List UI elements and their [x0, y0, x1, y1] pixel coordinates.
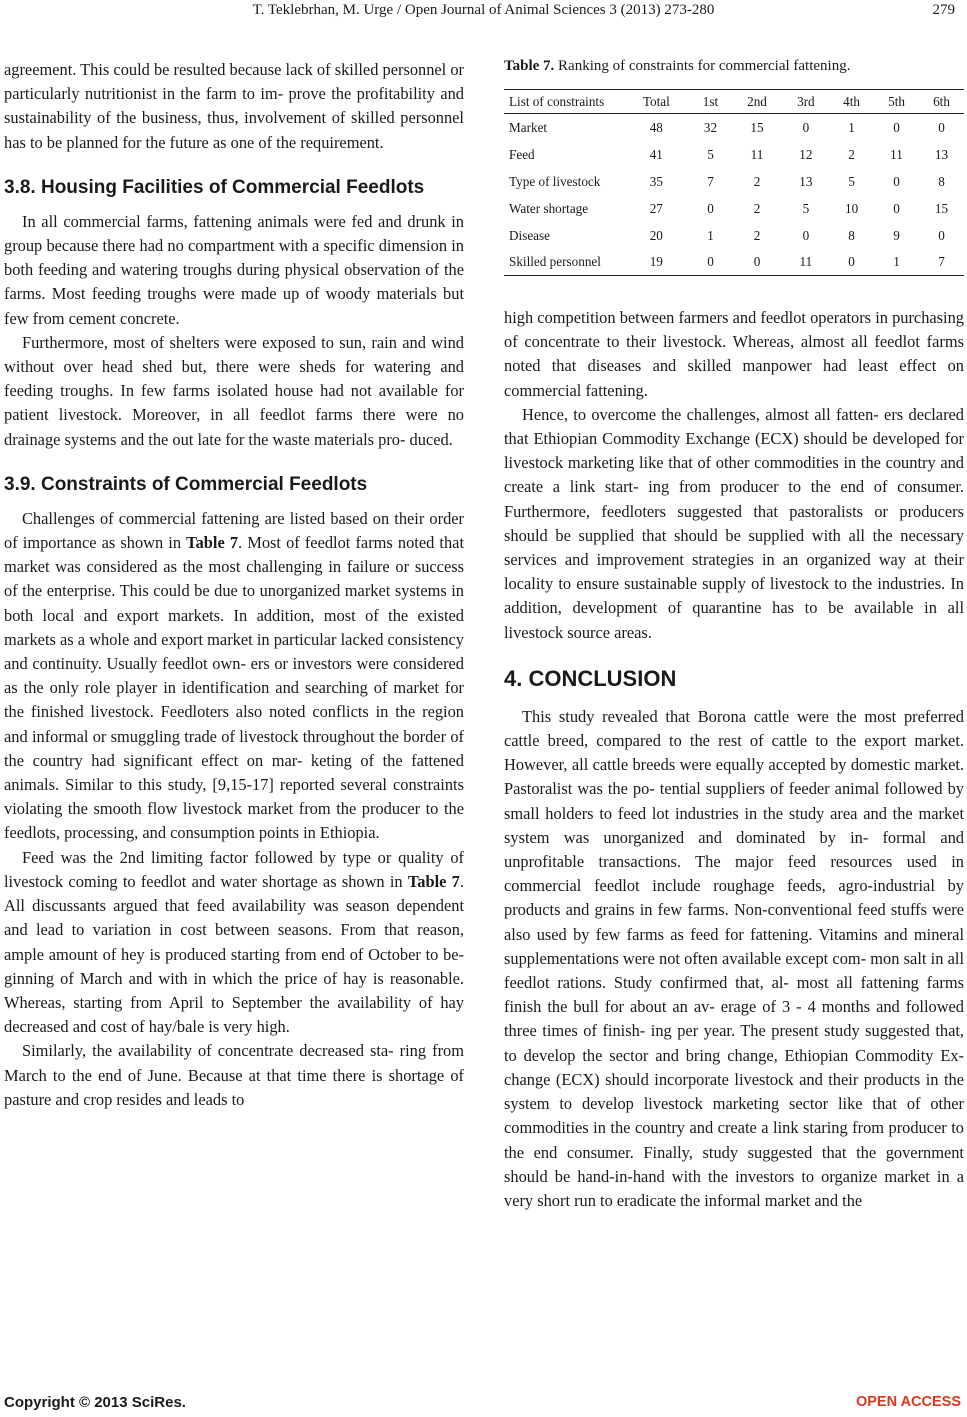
table-cell: Skilled personnel: [509, 254, 601, 270]
table-cell: 0: [753, 254, 761, 270]
table-row: [504, 168, 964, 195]
section-heading-conclusion: 4. CONCLUSION: [504, 665, 677, 691]
table-cell: 0: [893, 173, 900, 189]
table-cell: 0: [893, 200, 900, 216]
table-cell: 0: [707, 254, 714, 270]
table-caption-label: Table 7.: [504, 58, 555, 74]
table-cell: 11: [890, 146, 903, 162]
table-cell: 2: [753, 227, 761, 243]
table-cell: 2: [848, 146, 855, 162]
table-cell: 0: [848, 254, 855, 270]
table-cell: 2: [753, 173, 761, 189]
page-header: [0, 2, 967, 24]
table-cell: 0: [938, 119, 945, 135]
section-heading-housing: 3.8. Housing Facilities of Commercial Feedlots: [4, 176, 425, 198]
table-cell: 11: [799, 254, 813, 270]
page-footer: [0, 1394, 967, 1414]
table-row: [504, 114, 964, 141]
table-cell: 1: [707, 227, 714, 243]
table-cell: 8: [848, 227, 855, 243]
table-header-cell: 3rd: [797, 94, 815, 109]
constraints-table: [504, 89, 964, 276]
table-cell: 10: [845, 200, 859, 216]
paragraph-intro: agreement. This could be resulted because lack of skilled personnel or particularly nutritionist in the farm to im- prove the profitability and sustainability of the business, thus, involvement of skilled personnel has to be planned for the future as one of the requirement.: [4, 60, 464, 152]
paragraph-competition: high competition between farmers and feedlot operators in purchasing of concentrate to their livestock. Whereas, almost all feedlot farms noted that diseases and skilled manpower had least effect on commercial fattening.: [504, 308, 964, 400]
paragraph-housing-2: Furthermore, most of shelters were exposed to sun, rain and wind without over head shed but, there were sheds for watering and feeding troughs. In few farms isolated house had not available for patient livestock. Moreover, in all feedlot farms there were no drainage systems and the out late for the waste materials pro- duced.: [4, 332, 464, 449]
open-access-label: OPEN ACCESS: [855, 1394, 961, 1410]
paragraph-conclusion: This study revealed that Borona cattle were the most preferred cattle breed, compared to the rest of cattle to the export market. However, all cattle breeds were equally accepted by domestic market. Pastoralist was the po- tential suppliers of feeder animal followed by small holders to feed lot industries in the study area and the market system was unorganized and dominated by in- formal and unprofitable transactions. The major feed resources used in commercial feedlot include roughage feeds, agro-industrial by products and grains in few farms. Non-conventional feed stuffs were also used by few farms as feed for fattening. Vitamins and mineral supplementations were not often available except com- mon salt in all feedlot rations. Study confirmed that, al- most all fattening farms finish the bull for about an av- erage of 3 - 4 months and followed three times of finish- ing per year. The present study suggested that, to develop the sector and bring change, Ethiopian Commodity Ex- change (ECX) should incorporate livestock and their products in the system to develop livestock marketing sector like that of other commodities in the country and create a link staring from producer to the end consumer. Finally, study suggested that the government should be hand-in-hand with the investors to organize market in a very short run to eradicate the informal market and the: [504, 706, 964, 1210]
table-caption: [504, 58, 964, 75]
table-cell: 7: [938, 254, 945, 270]
text-run: Challenges of commercial fattening are listed based on their order of importance as shown in: [4, 508, 464, 553]
table-header-cell: 4th: [843, 94, 861, 109]
table-cell: 1: [893, 254, 900, 270]
paragraph-constraints-1: [4, 507, 464, 846]
paragraph-constraints-3: Similarly, the availability of concentrate decreased sta- ring from March to the end of June. Because at that time there is shortage of pasture and crop resides and leads to: [4, 1041, 464, 1109]
table-cell: 15: [750, 119, 764, 135]
table-cell: 15: [934, 200, 949, 216]
text-run: Feed was the 2nd limiting factor followed by type or quality of livestock coming to feedlot and water shortage as shown in: [4, 847, 464, 891]
table-cell: 0: [707, 200, 714, 216]
table-cell: 5: [707, 146, 714, 162]
table-header-cell: 2nd: [747, 94, 767, 109]
running-title: T. Teklebrhan, M. Urge / Open Journal of Animal Sciences 3 (2013) 273-280: [252, 2, 715, 18]
table-cell: 13: [934, 146, 949, 162]
table-cell: 0: [802, 227, 810, 243]
table-cell: 20: [649, 227, 663, 243]
table-cell: 8: [938, 173, 945, 189]
table-header-cell: 6th: [933, 94, 950, 109]
table-cell: 12: [799, 146, 813, 162]
table-cell: 1: [848, 119, 855, 135]
table-row: [504, 222, 964, 249]
paragraph-housing-1: In all commercial farms, fattening animals were fed and drunk in group because there had no compartment with a specific dimension in both feeding and watering troughs during physical observation of the farms. Most feeding troughs were made up of woody materials but few from cement concrete.: [4, 211, 464, 328]
page-number: 279: [932, 2, 955, 18]
table-cell: 19: [649, 254, 663, 270]
left-column: [4, 58, 464, 1112]
table-cell: 5: [848, 173, 855, 189]
section-heading-constraints: 3.9. Constraints of Commercial Feedlots: [4, 473, 368, 495]
table-cell: Water shortage: [509, 200, 589, 216]
table-cell: Type of livestock: [509, 173, 601, 189]
table-cell: 48: [649, 119, 663, 135]
table-header-cell: 1st: [702, 94, 719, 109]
paragraph-constraints-2: [4, 846, 464, 1040]
table-reference-link[interactable]: Table 7: [407, 871, 460, 891]
text-run: . All discussants argued that feed availability was season dependent and lead to variation in cost between seasons. From that reason, ample amount of hey is produced starting from end of October to be- ginning of March and with in which the price of hay is reasonable. Whereas, starting from April to September the availability of hay decreased and cost of hay/bale is very high.: [4, 871, 464, 1037]
table-row: [504, 249, 964, 276]
table-cell: 5: [802, 200, 810, 216]
table-cell: 11: [750, 146, 764, 162]
table-cell: 9: [893, 227, 900, 243]
table-header-cell: Total: [642, 94, 670, 109]
table-cell: 13: [799, 173, 813, 189]
table-reference-link[interactable]: Table 7: [186, 533, 239, 553]
table-cell: 27: [649, 200, 663, 216]
table-caption-text: Ranking of constraints for commercial fattening.: [554, 58, 851, 74]
table-header-cell: 5th: [888, 94, 905, 109]
table-cell: 0: [938, 227, 945, 243]
table-row: [504, 195, 964, 222]
table-cell: Feed: [509, 146, 535, 162]
table-cell: 2: [753, 200, 761, 216]
text-run: . Most of feedlot farms noted that market was considered as the most challenging in failure or success of the enterprise. This could be due to unorganized market systems in both local and export markets. In addition, most of the existed markets as a whole and export market in particular lacked consistency and continuity. Usually feedlot own- ers or investors were considered as the only role player in identification and searching of market for the finished livestock. Feedloters also noted conflicts in the region and informal or smuggling trade of livestock throughout the border of the country had significant effect on mar- keting of the fattened animals. Similar to this study, [9,15-17] reported several constraints violating the smooth flow livestock market from the producer to the feedlots, processing, and consumption points in Ethiopia.: [4, 533, 464, 843]
right-column: [504, 58, 964, 1213]
table-cell: Disease: [509, 227, 551, 243]
table-cell: 32: [703, 119, 718, 135]
paragraph-hence: Hence, to overcome the challenges, almost all fatten- ers declared that Ethiopian Commodity Exchange (ECX) should be developed for livestock marketing like that of other commodities in the country and create a link start- ing from producer to the end of consumer. Furthermore, feedloters suggested that pastoralists or producers should be supplied that should be supplied with all the necessary services and improvement strategies in an organized way at their locality to ensure sustainable supply of livestock to the industries. In addition, development of quarantine has to be available in all livestock source areas.: [504, 404, 964, 642]
table-cell: 7: [707, 173, 714, 189]
table-cell: 41: [649, 146, 663, 162]
table-row: [504, 141, 964, 168]
table-cell: 35: [649, 173, 663, 189]
table-header-cell: List of constraints: [509, 94, 605, 109]
table-header-row: [504, 90, 964, 114]
table-cell: 0: [802, 119, 810, 135]
table-cell: Market: [509, 119, 548, 135]
table-cell: 0: [893, 119, 900, 135]
copyright-notice: Copyright © 2013 SciRes.: [4, 1394, 186, 1411]
